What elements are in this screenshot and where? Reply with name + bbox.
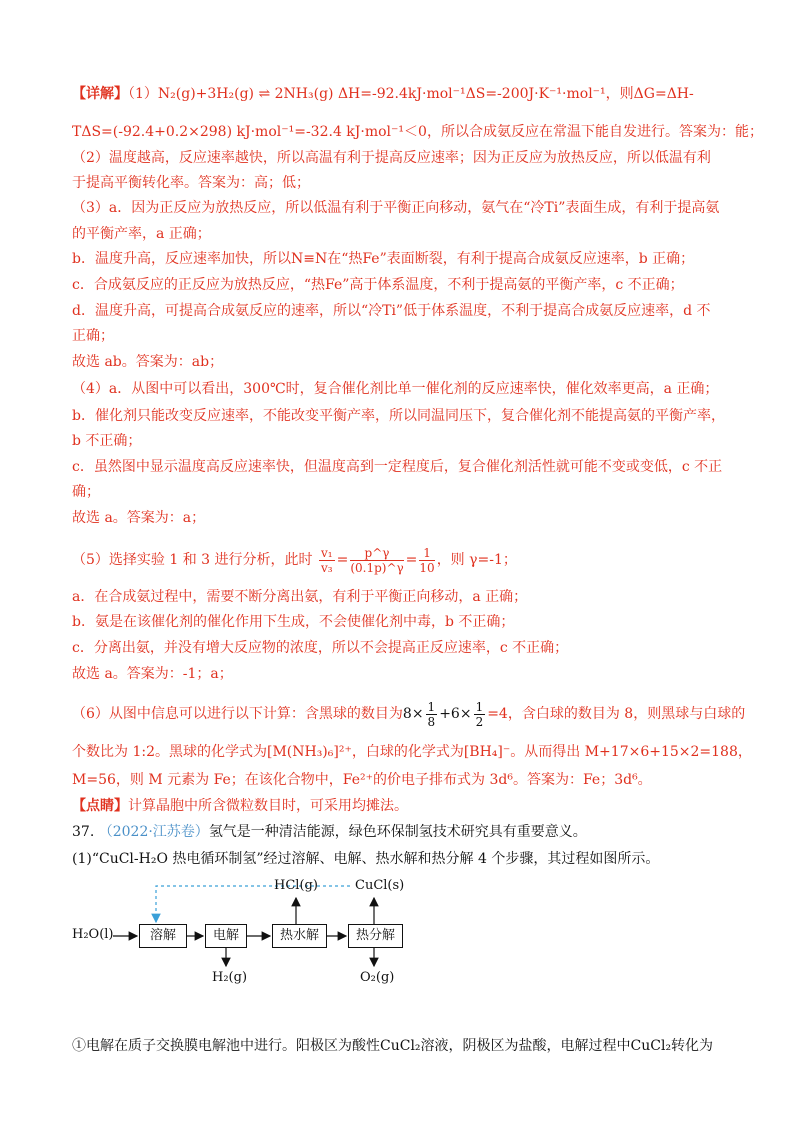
- fraction-denominator: 10: [419, 560, 435, 575]
- text-line: 故选 a。答案为：-1；a；: [72, 666, 233, 682]
- formula-term: +6×: [439, 706, 472, 722]
- text-line: c．分离出氨，并没有增大反应物的浓度，所以不会提高正反应速率，c 不正确；: [72, 640, 569, 656]
- fraction-denominator: (0.1p)^γ: [350, 560, 404, 575]
- text-line: b．温度升高，反应速率加快，所以N≡N在“热Fe”表面断裂，有利于提高合成氨反应速率，b 正确；: [72, 251, 695, 267]
- fraction-numerator: 1: [419, 546, 434, 561]
- flow-output-o2: O₂(g): [360, 970, 395, 985]
- text-line: 确；: [72, 484, 100, 500]
- text-line: TΔS=(-92.4+0.2×298) kJ·mol⁻¹=-32.4 kJ·mol⁻¹＜0，所以合成氨反应在常温下能自发进行。答案为：能；: [72, 124, 763, 140]
- text-line: b．催化剂只能改变反应速率，不能改变平衡产率，所以同温同压下，复合催化剂不能提高氨的平衡产率，: [72, 408, 725, 424]
- text-line: 个数比为 1:2。黑球的化学式为[M(NH₃)₆]²⁺，白球的化学式为[BH₄]⁻。从而得出 M+17×6+15×2=188，: [72, 744, 752, 760]
- text-line: 故选 ab。答案为：ab；: [72, 354, 224, 370]
- flow-input-label: H₂O(l): [72, 927, 114, 942]
- text-line: =4，含白球的数目为 8，则黑球与白球的: [487, 706, 746, 722]
- text-line: d．温度升高，可提高合成氨反应的速率，所以“冷Ti”低于体系温度，不利于提高合成氨反应速率，d 不: [72, 303, 711, 319]
- fraction-numerator: 1: [475, 699, 484, 714]
- question-part-1: (1)“CuCl-H₂O 热电循环制氢”经过溶解、电解、热水解和热分解 4 个步骤，其过程如图所示。: [72, 851, 660, 867]
- flow-step-hydrolysis: 热水解: [272, 924, 327, 948]
- fraction-numerator: v₁: [320, 545, 333, 560]
- flow-step-dissolve: 溶解: [139, 924, 187, 948]
- question-source: （2022·江苏卷）: [98, 824, 209, 840]
- fraction-denominator: 2: [475, 714, 484, 729]
- text-line: b 不正确；: [72, 433, 142, 449]
- question-number: 37.: [72, 824, 95, 840]
- fraction-denominator: v₃: [320, 560, 333, 575]
- text-line: 计算晶胞中所含微粒数目时，可采用均摊法。: [128, 798, 408, 814]
- flow-step-decomposition: 热分解: [348, 924, 403, 948]
- flow-output-hcl: HCl(g): [274, 878, 318, 893]
- flow-output-cucl: CuCl(s): [355, 878, 405, 893]
- formula-line-5: （5）选择实验 1 和 3 进行分析，此时 $\frac{\text{v₁}}{\text{v₃}}$ = $\frac{p\^{}\gamma}{(0.1p)\^{}\gamma}$ = $\frac{1}{10}$ ，则 γ=-1；: [72, 545, 517, 575]
- text-line: a．在合成氨过程中，需要不断分离出氨，有利于平衡正向移动，a 正确；: [72, 589, 528, 605]
- flow-output-h2: H₂(g): [212, 970, 248, 985]
- text-line: b．氨是在该催化剂的催化作用下生成，不会使催化剂中毒，b 不正确；: [72, 614, 515, 630]
- remark-tag: 【点睛】: [72, 798, 128, 814]
- fraction-numerator: p^γ: [350, 546, 403, 561]
- text-line: （3）a．因为正反应为放热反应，所以低温有利于平衡正向移动，氨气在“冷Ti”表面生成，有利于提高氨: [72, 200, 720, 216]
- text-line: c．合成氨反应的正反应为放热反应，“热Fe”高于体系温度，不利于提高氨的平衡产率，c 不正确；: [72, 277, 684, 293]
- text-line: c．虽然图中显示温度高反应速率快，但温度高到一定程度后，复合催化剂活性就可能不变或变低，c 不正: [72, 459, 723, 475]
- fraction-numerator: 1: [427, 699, 436, 714]
- arrow-recycle: [156, 886, 350, 922]
- text-line: ，则 γ=-1；: [436, 552, 517, 568]
- fraction-denominator: 8: [427, 714, 436, 729]
- question-part-1-sub-1: ①电解在质子交换膜电解池中进行。阳极区为酸性CuCl₂溶液，阴极区为盐酸，电解过程中CuCl₂转化为: [72, 1038, 714, 1054]
- text-line: 正确；: [72, 328, 114, 344]
- text-line: （1）N₂(g)+3H₂(g) ⇌ 2NH₃(g) ΔH=-92.4kJ·mol⁻¹ΔS=-200J·K⁻¹·mol⁻¹，则ΔG=ΔH-: [128, 86, 694, 102]
- text-line: （6）从图中信息可以进行以下计算：含黑球的数目为: [72, 706, 403, 722]
- question-text: 氢气是一种清洁能源，绿色环保制氢技术研究具有重要意义。: [208, 824, 587, 840]
- text-line: （4）a．从图中可以看出，300℃时，复合催化剂比单一催化剂的反应速率快，催化效率更高，a 正确；: [72, 381, 719, 397]
- formula-term: 8×: [402, 706, 424, 722]
- text-line: （5）选择实验 1 和 3 进行分析，此时: [72, 552, 313, 568]
- text-line: M=56，则 M 元素为 Fe；在该化合物中，Fe²⁺的价电子排布式为 3d⁶。答案为：Fe；3d⁶。: [72, 772, 652, 788]
- flow-step-electrolysis: 电解: [205, 924, 247, 948]
- detail-tag: 【详解】: [72, 86, 128, 102]
- text-line: （2）温度越高，反应速率越快，所以高温有利于提高反应速率；因为正反应为放热反应，所以低温有利: [72, 150, 711, 166]
- text-line: 的平衡产率，a 正确；: [72, 226, 211, 242]
- text-line: 于提高平衡转化率。答案为：高；低；: [72, 175, 310, 191]
- text-line: 故选 a。答案为：a；: [72, 510, 206, 526]
